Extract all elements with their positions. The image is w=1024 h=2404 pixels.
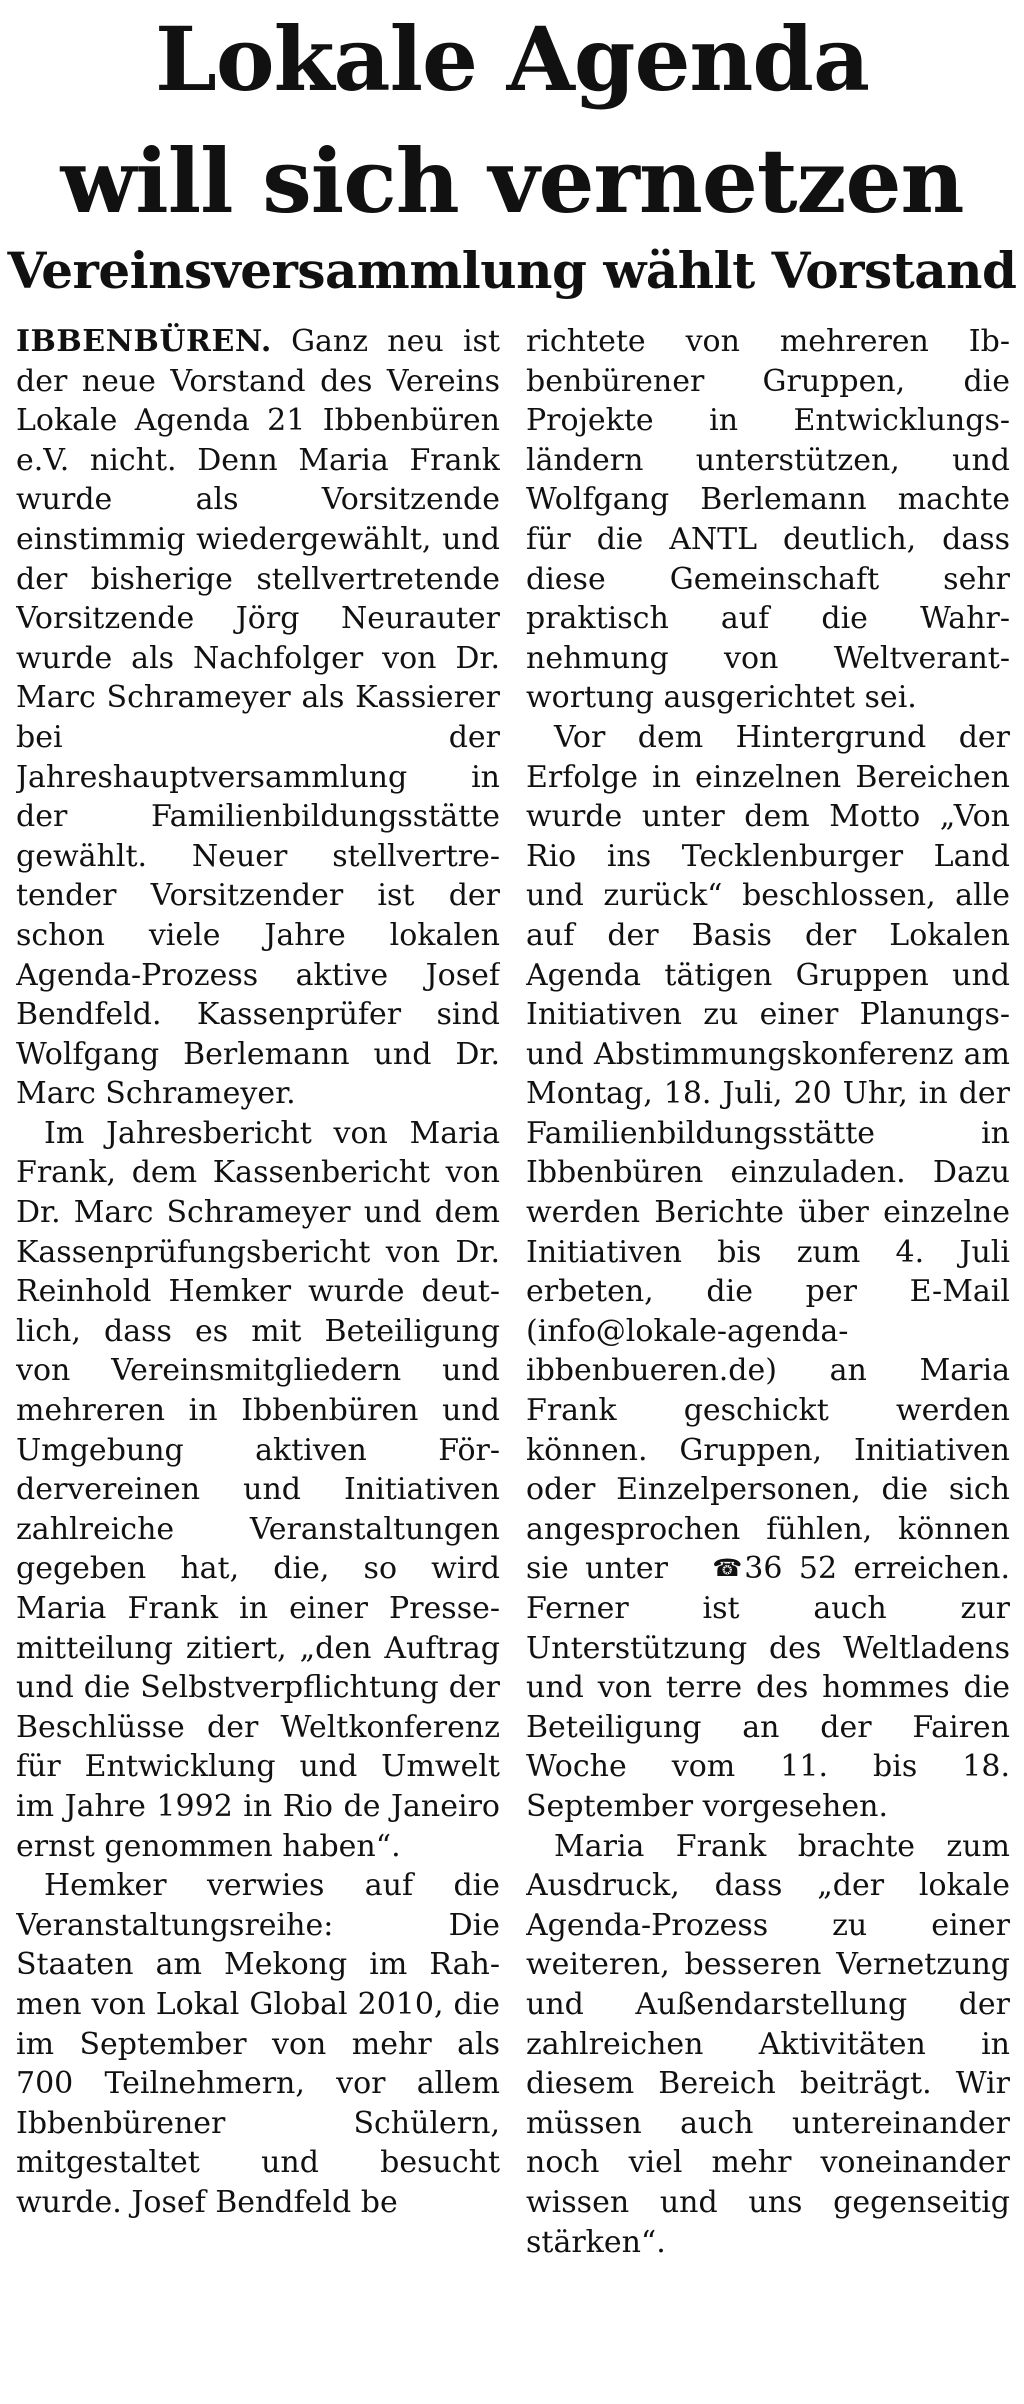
phone-icon: ☎ xyxy=(712,1554,743,1583)
headline-line-1: Lokale Agenda xyxy=(155,7,869,111)
article-column-right xyxy=(526,322,1010,2382)
paragraph-5 xyxy=(526,718,1010,1827)
paragraph-6: Maria Frank brachte zum Ausdruck, dass „der lokale Agenda-Prozess zu einer weiteren, besseren Vernetzung und Außendarstellung der zahlreichen Aktivitäten in diesem Bereich beiträgt. Wir müssen auch untereinander noch viel mehr voneinander wissen und uns gegenseitig stärken“. xyxy=(526,1828,1010,2260)
paragraph-1-text: Ganz neu ist der neue Vorstand des Vereins Lokale Agenda 21 Ibbenbüren e.V. nicht. Denn Maria Frank wurde als Vorsitzende einstimmig wiedergewählt, und der bisherige stellvertretende Vorsitzende Jörg Neurauter wurde als Nachfolger von Dr. Marc Schrameyer als Kassierer bei der Jahreshauptversammlung in der Familienbildungsstätte gewählt. Neuer stellvertretender Vorsitzender ist der schon viele Jahre lokalen Agenda-Prozess aktive Josef Bendfeld. Kassenprüfer sind Wolfgang Berlemann und Dr. Marc Schrameyer. xyxy=(16,324,500,1112)
paragraph-4: richtete von mehreren Ibbenbürener Gruppen, die Projekte in Entwicklungsländern unterstützen, und Wolfgang Berlemann machte für die ANTL deutlich, dass diese Gemeinschaft sehr praktisch auf die Wahrnehmung von Weltverantwortung ausgerichtet sei. xyxy=(526,324,1010,716)
subheadline: Vereinsversammlung wählt Vorstand xyxy=(7,241,1017,300)
paragraph-5-text-a: Vor dem Hintergrund der Erfolge in einzelnen Bereichen wurde unter dem Motto „Von Rio ins Tecklenburger Land und zurück“ beschlossen, alle auf der Basis der Lokalen Agenda tätigen Gruppen und Initiativen zu einer Planungs- und Abstimmungskonferenz am Montag, 18. Juli, 20 Uhr, in der Familienbildungsstätte in Ibbenbüren einzuladen. Dazu werden Berichte über einzelne Initiativen bis zum 4. Juli erbeten, die per E-Mail (info@lokale-agenda-ibbenbueren.de) an Maria Frank geschickt werden können. Gruppen, Initiativen oder Einzelpersonen, die sich angesprochen fühlen, können sie unter xyxy=(526,719,1010,1587)
phone-number: 36 52 xyxy=(744,1551,838,1587)
paragraph-5-text-b: erreichen. Ferner ist auch zur Unterstützung des Weltladens und von terre des hommes die Beteiligung an der Fairen Woche vom 11. bis 18. September vorgesehen. xyxy=(526,1551,1010,1824)
paragraph-2: Im Jahresbericht von Maria Frank, dem Kassenbericht von Dr. Marc Schrameyer und dem Kassenprüfungsbericht von Dr. Reinhold Hemker wurde deutlich, dass es mit Beteiligung von Vereinsmitgliedern und mehreren in Ibbenbüren und Umgebung aktiven Fördervereinen und Initiativen zahlreiche Veranstaltungen gegeben hat, die, so wird Maria Frank in einer Pressemitteilung zitiert, „den Auftrag und die Selbstverpflichtung der Beschlüsse der Weltkonferenz für Entwicklung und Umwelt im Jahre 1992 in Rio de Janeiro ernst genommen haben“. xyxy=(16,1115,500,1864)
paragraph-3: Hemker verwies auf die Veranstaltungsreihe: Die Staaten am Mekong im Rahmen von Lokal Global 2010, die im September von mehr als 700 Teilnehmern, vor allem Ibbenbürener Schülern, mitgestaltet und besucht wurde. Josef Bendfeld be xyxy=(16,1868,500,2220)
dateline: IBBENBÜREN. xyxy=(16,324,272,359)
article-column-left xyxy=(16,322,500,2382)
headline-line-2: will sich vernetzen xyxy=(60,129,964,233)
paragraph-1 xyxy=(16,322,500,1114)
